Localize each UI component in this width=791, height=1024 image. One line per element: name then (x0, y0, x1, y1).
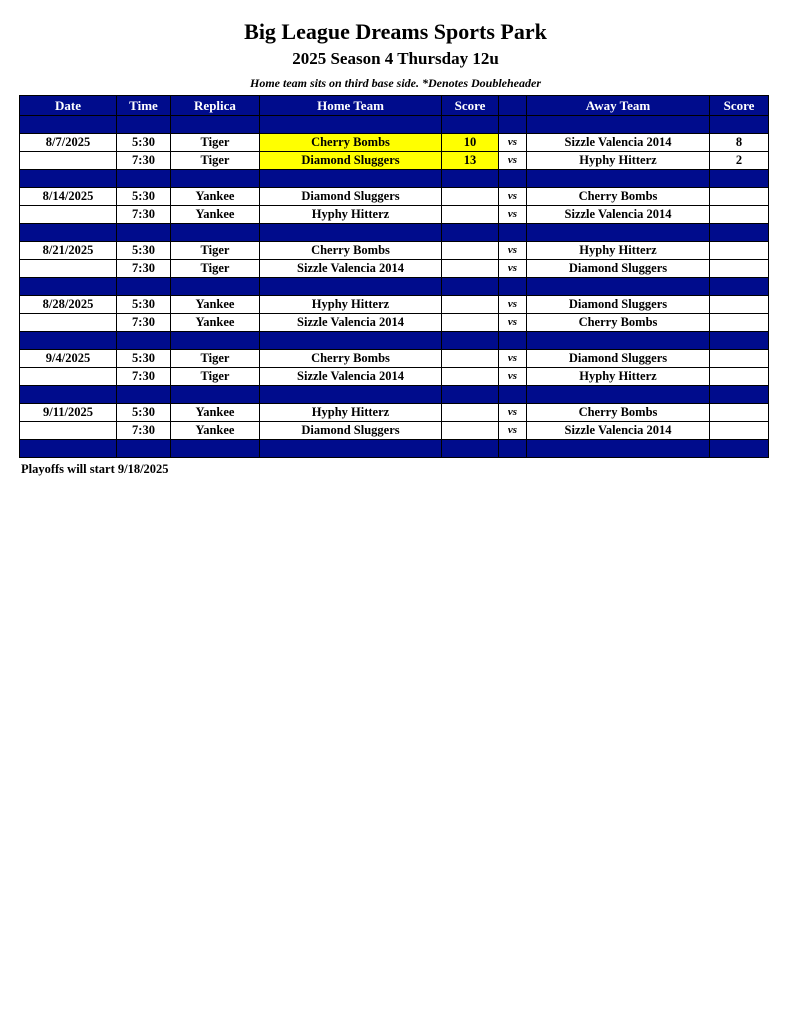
away-score (710, 368, 769, 386)
game-row (20, 296, 769, 314)
vs-label: vs (499, 314, 527, 332)
band-cell (20, 440, 117, 458)
game-time: 7:30 (117, 152, 171, 170)
band-cell (117, 440, 171, 458)
home-score (442, 368, 499, 386)
away-team: Hyphy Hitterz (527, 242, 710, 260)
away-team: Cherry Bombs (527, 404, 710, 422)
home-team: Hyphy Hitterz (260, 206, 442, 224)
vs-label: vs (499, 404, 527, 422)
game-row (20, 350, 769, 368)
game-replica: Yankee (171, 422, 260, 440)
away-score (710, 206, 769, 224)
band-cell (710, 116, 769, 134)
band-cell (499, 332, 527, 350)
game-time: 5:30 (117, 296, 171, 314)
away-team: Diamond Sluggers (527, 296, 710, 314)
vs-label: vs (499, 350, 527, 368)
header-away-team: Away Team (527, 96, 710, 116)
vs-label: vs (499, 422, 527, 440)
separator-band (20, 116, 769, 134)
separator-band (20, 332, 769, 350)
away-team: Hyphy Hitterz (527, 368, 710, 386)
band-cell (499, 170, 527, 188)
game-date: 9/11/2025 (20, 404, 117, 422)
band-cell (260, 440, 442, 458)
band-cell (527, 278, 710, 296)
band-cell (20, 116, 117, 134)
away-score (710, 296, 769, 314)
header-vs (499, 96, 527, 116)
game-row (20, 422, 769, 440)
band-cell (171, 170, 260, 188)
band-cell (442, 386, 499, 404)
home-score (442, 404, 499, 422)
game-time: 7:30 (117, 206, 171, 224)
band-cell (260, 224, 442, 242)
band-cell (442, 332, 499, 350)
schedule-body (20, 116, 769, 458)
header-replica: Replica (171, 96, 260, 116)
away-score: 8 (710, 134, 769, 152)
game-replica: Tiger (171, 260, 260, 278)
band-cell (20, 170, 117, 188)
away-score (710, 314, 769, 332)
away-score (710, 350, 769, 368)
vs-label: vs (499, 260, 527, 278)
game-replica: Yankee (171, 206, 260, 224)
band-cell (117, 386, 171, 404)
away-team: Sizzle Valencia 2014 (527, 422, 710, 440)
away-team: Hyphy Hitterz (527, 152, 710, 170)
vs-label: vs (499, 206, 527, 224)
game-time: 5:30 (117, 134, 171, 152)
game-date: 8/14/2025 (20, 188, 117, 206)
band-cell (171, 440, 260, 458)
band-cell (260, 386, 442, 404)
band-cell (527, 116, 710, 134)
page-subtitle: 2025 Season 4 Thursday 12u (292, 49, 499, 68)
home-score (442, 260, 499, 278)
header-away-score: Score (710, 96, 769, 116)
away-team: Cherry Bombs (527, 188, 710, 206)
home-team: Sizzle Valencia 2014 (260, 260, 442, 278)
away-score: 2 (710, 152, 769, 170)
band-cell (171, 224, 260, 242)
vs-label: vs (499, 242, 527, 260)
game-row (20, 260, 769, 278)
band-cell (499, 440, 527, 458)
band-cell (499, 116, 527, 134)
home-team: Hyphy Hitterz (260, 296, 442, 314)
home-score (442, 188, 499, 206)
separator-band (20, 278, 769, 296)
band-cell (20, 278, 117, 296)
game-replica: Yankee (171, 296, 260, 314)
band-cell (260, 278, 442, 296)
game-replica: Yankee (171, 314, 260, 332)
game-time: 5:30 (117, 242, 171, 260)
away-team: Sizzle Valencia 2014 (527, 206, 710, 224)
playoffs-note: Playoffs will start 9/18/2025 (21, 462, 169, 476)
band-cell (710, 170, 769, 188)
band-cell (260, 332, 442, 350)
band-cell (499, 224, 527, 242)
home-score: 13 (442, 152, 499, 170)
home-score (442, 296, 499, 314)
home-team: Diamond Sluggers (260, 422, 442, 440)
vs-label: vs (499, 134, 527, 152)
game-row (20, 242, 769, 260)
band-cell (20, 386, 117, 404)
band-cell (710, 440, 769, 458)
away-team: Diamond Sluggers (527, 260, 710, 278)
home-score (442, 422, 499, 440)
home-score (442, 206, 499, 224)
home-score (442, 314, 499, 332)
home-team: Sizzle Valencia 2014 (260, 314, 442, 332)
game-date: 8/28/2025 (20, 296, 117, 314)
home-team: Hyphy Hitterz (260, 404, 442, 422)
home-score (442, 350, 499, 368)
game-row (20, 152, 769, 170)
band-cell (171, 332, 260, 350)
game-replica: Yankee (171, 404, 260, 422)
band-cell (260, 170, 442, 188)
home-team: Cherry Bombs (260, 242, 442, 260)
game-row (20, 314, 769, 332)
game-time: 7:30 (117, 368, 171, 386)
separator-band (20, 170, 769, 188)
away-score (710, 422, 769, 440)
away-score (710, 188, 769, 206)
game-date (20, 206, 117, 224)
game-time: 5:30 (117, 188, 171, 206)
band-cell (171, 278, 260, 296)
game-replica: Tiger (171, 368, 260, 386)
game-date: 8/21/2025 (20, 242, 117, 260)
separator-band (20, 224, 769, 242)
game-row (20, 368, 769, 386)
game-date: 9/4/2025 (20, 350, 117, 368)
game-replica: Tiger (171, 350, 260, 368)
band-cell (442, 116, 499, 134)
game-row (20, 134, 769, 152)
game-time: 5:30 (117, 350, 171, 368)
band-cell (710, 224, 769, 242)
band-cell (442, 440, 499, 458)
game-date (20, 368, 117, 386)
band-cell (527, 386, 710, 404)
band-cell (710, 332, 769, 350)
game-date (20, 422, 117, 440)
band-cell (20, 332, 117, 350)
game-date (20, 314, 117, 332)
game-row (20, 404, 769, 422)
band-cell (442, 278, 499, 296)
header-home-score: Score (442, 96, 499, 116)
vs-label: vs (499, 188, 527, 206)
game-row (20, 206, 769, 224)
band-cell (171, 386, 260, 404)
away-score (710, 260, 769, 278)
game-time: 7:30 (117, 314, 171, 332)
away-team: Cherry Bombs (527, 314, 710, 332)
game-date (20, 260, 117, 278)
header-date: Date (20, 96, 117, 116)
band-cell (117, 116, 171, 134)
home-score (442, 242, 499, 260)
game-row (20, 188, 769, 206)
game-date (20, 152, 117, 170)
home-team: Diamond Sluggers (260, 152, 442, 170)
band-cell (20, 224, 117, 242)
band-cell (527, 440, 710, 458)
home-team: Sizzle Valencia 2014 (260, 368, 442, 386)
game-replica: Tiger (171, 152, 260, 170)
band-cell (117, 332, 171, 350)
game-time: 7:30 (117, 260, 171, 278)
band-cell (710, 386, 769, 404)
home-team: Cherry Bombs (260, 134, 442, 152)
away-score (710, 404, 769, 422)
separator-band (20, 440, 769, 458)
away-score (710, 242, 769, 260)
vs-label: vs (499, 296, 527, 314)
separator-band (20, 386, 769, 404)
band-cell (499, 386, 527, 404)
band-cell (527, 224, 710, 242)
away-team: Diamond Sluggers (527, 350, 710, 368)
band-cell (260, 116, 442, 134)
band-cell (117, 224, 171, 242)
schedule-table (19, 95, 769, 458)
game-replica: Tiger (171, 134, 260, 152)
game-replica: Yankee (171, 188, 260, 206)
header-row (20, 96, 769, 116)
band-cell (527, 170, 710, 188)
header-home-team: Home Team (260, 96, 442, 116)
game-time: 5:30 (117, 404, 171, 422)
vs-label: vs (499, 152, 527, 170)
schedule-note: Home team sits on third base side. *Denotes Doubleheader (250, 76, 541, 90)
band-cell (117, 170, 171, 188)
home-team: Cherry Bombs (260, 350, 442, 368)
band-cell (527, 332, 710, 350)
band-cell (499, 278, 527, 296)
band-cell (710, 278, 769, 296)
page-title: Big League Dreams Sports Park (244, 19, 547, 44)
band-cell (442, 170, 499, 188)
home-team: Diamond Sluggers (260, 188, 442, 206)
game-replica: Tiger (171, 242, 260, 260)
game-date: 8/7/2025 (20, 134, 117, 152)
home-score: 10 (442, 134, 499, 152)
header-time: Time (117, 96, 171, 116)
away-team: Sizzle Valencia 2014 (527, 134, 710, 152)
band-cell (171, 116, 260, 134)
band-cell (442, 224, 499, 242)
band-cell (117, 278, 171, 296)
game-time: 7:30 (117, 422, 171, 440)
vs-label: vs (499, 368, 527, 386)
